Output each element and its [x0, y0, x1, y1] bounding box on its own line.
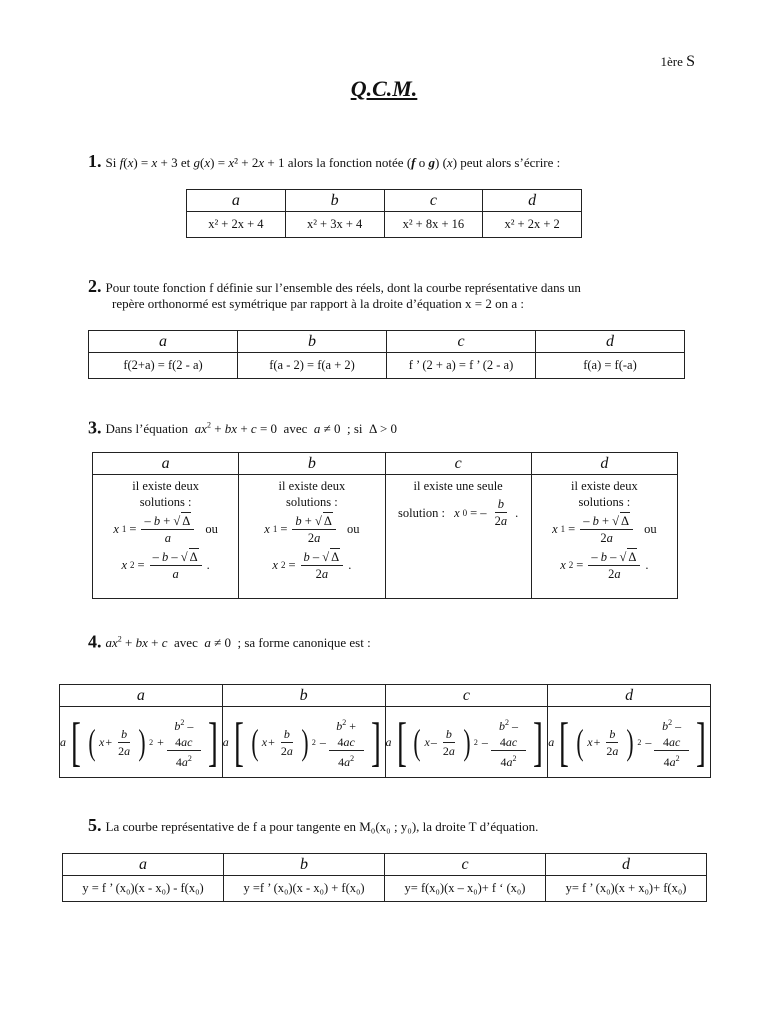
question-text-line1: Pour toute fonction f définie sur l’ensemble des réels, dont la courbe représentative dans un — [105, 280, 581, 295]
q1-answer-a[interactable]: x² + 2x + 4 — [187, 212, 286, 238]
question-1 — [88, 151, 560, 172]
q1-answer-c[interactable]: x² + 8x + 16 — [384, 212, 483, 238]
class-label — [660, 53, 695, 71]
option-d-header: d — [531, 453, 677, 475]
option-d-header: d — [546, 854, 707, 876]
option-b-header: b — [239, 453, 385, 475]
q2-answer-b[interactable]: f(a - 2) = f(a + 2) — [238, 353, 387, 379]
q5-answer-b[interactable]: y =f ’ (x₀)(x - x₀) + f(x₀) — [224, 876, 385, 902]
question-number: 3. — [88, 417, 102, 438]
option-d-header: d — [548, 685, 711, 707]
option-c-header: c — [384, 190, 483, 212]
option-a-header: a — [93, 453, 239, 475]
option-b-header: b — [238, 331, 387, 353]
q4-answer-d[interactable]: a [ ( x + $\frac{b}{2a}$ ) 2 – $\frac{b^2 - 4ac}{4a^2}$ ] — [548, 707, 711, 778]
option-c-header: c — [385, 854, 546, 876]
class-section: S — [686, 53, 695, 70]
question-5 — [88, 815, 538, 836]
option-d-header: d — [483, 190, 582, 212]
q2-answer-d[interactable]: f(a) = f(-a) — [536, 353, 685, 379]
answers-table-q3 — [92, 452, 678, 599]
answers-table-q2 — [88, 330, 685, 379]
answers-table-q4 — [59, 684, 711, 778]
option-a-header: a — [187, 190, 286, 212]
q4-answer-c[interactable]: a [ ( x – $\frac{b}{2a}$ ) 2 – $\frac{b^2 - 4ac}{4a^2}$ ] — [385, 707, 548, 778]
option-c-header: c — [385, 685, 548, 707]
option-b-header: b — [224, 854, 385, 876]
q3-answer-d[interactable]: il existe deux solutions : x 1 = $\frac{- b + √ \Delta}{2a}$ ou x 2 = $\frac{- b - √ \Delta}{2a}$ . — [531, 475, 677, 599]
question-text: Dans l’équation $ax^2$ + bx + c = 0 avec a ≠ 0 ; si Δ > 0 — [105, 421, 398, 437]
q1-answer-b[interactable]: x² + 3x + 4 — [285, 212, 384, 238]
class-level: 1ère — [660, 54, 683, 69]
q3-answer-b[interactable]: il existe deux solutions : x 1 = $\frac{b + √ \Delta}{2a}$ ou x 2 = $\frac{b - √ \Delta}{2a}$ . — [239, 475, 385, 599]
option-a-header: a — [89, 331, 238, 353]
q1-answer-d[interactable]: x² + 2x + 2 — [483, 212, 582, 238]
page-title: Q.C.M. — [350, 76, 418, 101]
option-c-header: c — [387, 331, 536, 353]
option-a-header: a — [60, 685, 223, 707]
answers-table-q1 — [186, 189, 582, 238]
q3-answer-c[interactable]: il existe une seule solution : x 0 = – $\frac{b}{2a}$ . — [385, 475, 531, 599]
question-number: 2. — [88, 276, 102, 296]
option-b-header: b — [222, 685, 385, 707]
q2-answer-a[interactable]: f(2+a) = f(2 - a) — [89, 353, 238, 379]
option-a-header: a — [63, 854, 224, 876]
q5-answer-c[interactable]: y= f(x₀)(x – x₀)+ f ‘ (x₀) — [385, 876, 546, 902]
option-b-header: b — [285, 190, 384, 212]
answers-table-q5 — [62, 853, 707, 902]
q5-answer-a[interactable]: y = f ’ (x₀)(x - x₀) - f(x₀) — [63, 876, 224, 902]
question-text: La courbe représentative de f a pour tangente en M₀(x₀ ; y₀), la droite T d’équation. — [105, 819, 539, 834]
question-text: $ax^2$ + bx + c avec a ≠ 0 ; sa forme canonique est : — [105, 635, 371, 651]
question-number: 1. — [88, 151, 102, 171]
question-3 — [88, 416, 397, 438]
question-number: 4. — [88, 631, 102, 652]
q3-answer-a[interactable]: il existe deux solutions : x 1 = $\frac{- b + √ \Delta}{a}$ ou x 2 = $\frac{- b - √ \Delta}{a}$ . — [93, 475, 239, 599]
question-number: 5. — [88, 815, 102, 835]
q5-answer-d[interactable]: y= f ’ (x₀)(x + x₀)+ f(x₀) — [546, 876, 707, 902]
option-c-header: c — [385, 453, 531, 475]
question-text-line2: repère orthonormé est symétrique par rapport à la droite d’équation x = 2 on a : — [112, 296, 524, 311]
q4-answer-a[interactable]: a [ ( x + $\frac{b}{2a}$ ) 2 + $\frac{b^2 - 4ac}{4a^2}$ ] — [60, 707, 223, 778]
q4-answer-b[interactable]: a [ ( x + $\frac{b}{2a}$ ) 2 – $\frac{b^2 + 4ac}{4a^2}$ ] — [222, 707, 385, 778]
option-d-header: d — [536, 331, 685, 353]
question-text: Si f(x) = x + 3 et g(x) = x² + 2x + 1 alors la fonction notée (f o g) (x) peut alors s’écrire : — [105, 155, 561, 170]
question-4 — [88, 630, 371, 652]
q2-answer-c[interactable]: f ’ (2 + a) = f ’ (2 - a) — [387, 353, 536, 379]
